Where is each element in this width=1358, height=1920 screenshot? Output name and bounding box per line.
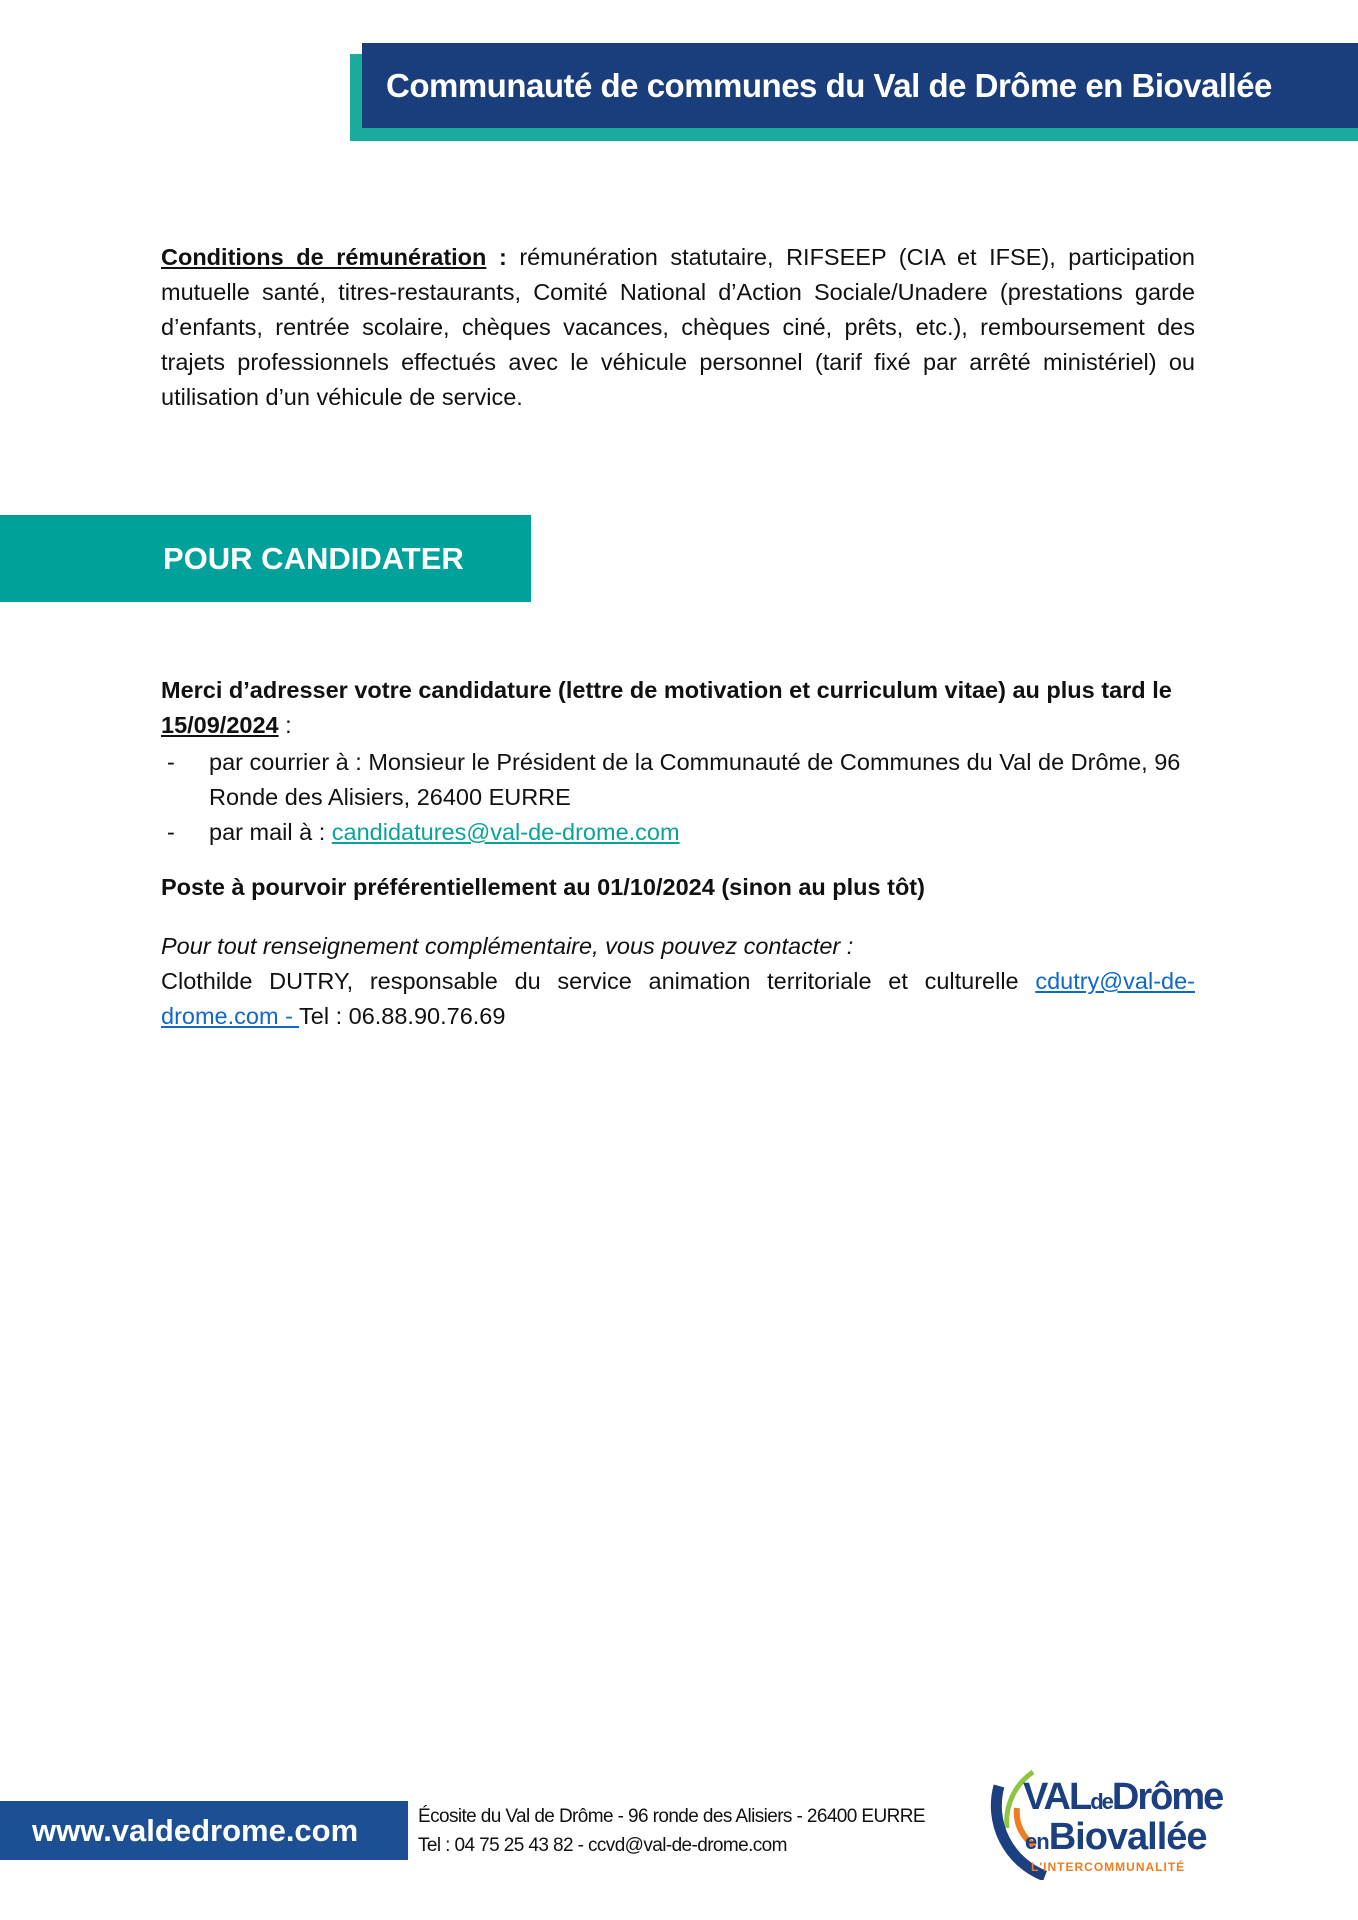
- section-title: POUR CANDIDATER: [0, 515, 531, 602]
- deadline: 15/09/2024: [161, 712, 279, 738]
- footer-address-block: [418, 1802, 925, 1860]
- bullet-text: par mail à :: [209, 819, 332, 845]
- remuneration-text: rémunération statutaire, RIFSEEP (CIA et IFSE), participation mutuelle santé, titres-restaurants, Comité National d’Action Sociale/Unadere (prestations garde d’enfants, rentrée scolaire, chèques vacances, chèques ciné, prêts, etc.), remboursement des trajets professionnels effectués avec le véhicule personnel (tarif fixé par arrêté ministériel) ou utilisation d’un véhicule de service.: [161, 244, 1195, 410]
- logo: [985, 1768, 1255, 1880]
- footer-website[interactable]: www.valdedrome.com: [0, 1801, 408, 1860]
- apply-intro: [161, 673, 1195, 743]
- bullet-text: par courrier à : Monsieur le Président de la Communauté de Communes du Val de Drôme, 96 Ronde des Alisiers, 26400 EURRE: [209, 749, 1181, 810]
- apply-intro-end: :: [278, 712, 292, 738]
- header-title: Communauté de communes du Val de Drôme en Biovallée: [362, 43, 1358, 128]
- remuneration-label: Conditions de rémunération: [161, 244, 487, 270]
- logo-biovallee: Biovallée: [1048, 1816, 1207, 1858]
- bullet-dash: -: [167, 749, 175, 775]
- remuneration-label-wrap: [161, 244, 507, 270]
- remuneration-colon: :: [486, 244, 507, 270]
- start-date: Poste à pourvoir préférentiellement au 01/10/2024 (sinon au plus tôt): [161, 874, 925, 900]
- bullet-email: [161, 815, 1195, 850]
- contact-line: [161, 964, 1195, 1034]
- logo-val: VAL: [1023, 1776, 1091, 1818]
- remuneration-paragraph: [161, 240, 1195, 415]
- bullet-mail-post: [161, 745, 1195, 815]
- footer-contact: Tel : 04 75 25 43 82 - ccvd@val-de-drome.com: [418, 1835, 787, 1856]
- contact-text: Clothilde DUTRY, responsable du service animation territoriale et culturelle: [161, 968, 1036, 994]
- logo-en: en: [1025, 1829, 1049, 1854]
- contact-email-link[interactable]: cdutry@val-de-drome.com -: [161, 968, 1195, 1029]
- contact-phone: Tel : 06.88.90.76.69: [299, 1003, 506, 1029]
- logo-de: de: [1090, 1789, 1112, 1814]
- apply-intro-text: Merci d’adresser votre candidature (lettre de motivation et curriculum vitae) au plus tard le: [161, 677, 1172, 703]
- logo-tagline: L'INTERCOMMUNALITÉ: [1031, 1860, 1186, 1874]
- footer-address: Écosite du Val de Drôme - 96 ronde des Alisiers - 26400 EURRE: [418, 1806, 925, 1827]
- application-email-link[interactable]: candidatures@val-de-drome.com: [331, 819, 680, 845]
- contact-intro: Pour tout renseignement complémentaire, vous pouvez contacter :: [161, 933, 854, 959]
- apply-block: [161, 673, 1195, 1034]
- bullet-dash: -: [167, 819, 175, 845]
- logo-drome: Drôme: [1111, 1776, 1223, 1818]
